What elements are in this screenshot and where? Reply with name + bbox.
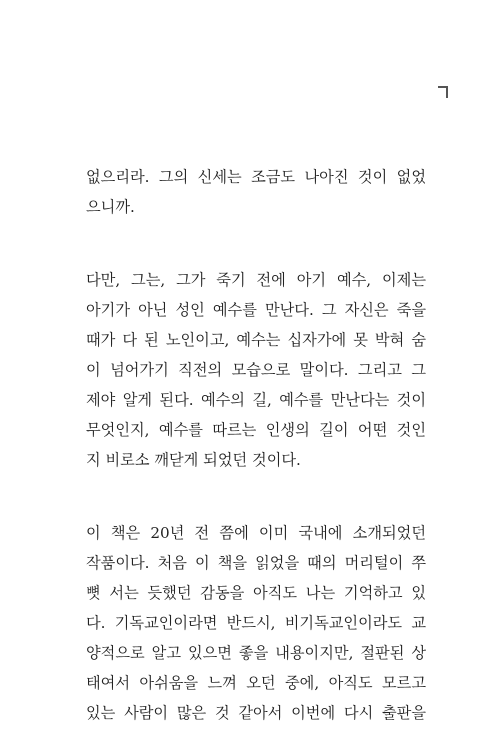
- text-line: 때가 다 된 노인이고, 예수는 십자가에 못 박혀 숨: [86, 331, 426, 349]
- paragraph-1: [86, 162, 426, 222]
- text-line: 무엇인지, 예수를 따르는 인생의 길이 어떤 것인: [86, 421, 426, 439]
- text-line: 다. 기독교인이라면 반드시, 비기독교인이라도 교: [86, 614, 426, 632]
- text-line: 으니까.: [86, 198, 135, 216]
- text-line: 뼛 서는 듯했던 감동을 아직도 나는 기억하고 있: [86, 584, 426, 602]
- text-line: 작품이다. 처음 이 책을 읽었을 때의 머리털이 쭈: [86, 554, 426, 572]
- text-line: 있는 사람이 많은 것 같아서 이번에 다시 출판을: [86, 704, 426, 722]
- text-line: 없으리라. 그의 신세는 조금도 나아진 것이 없었: [86, 168, 426, 186]
- text-line: 지 비로소 깨닫게 되었던 것이다.: [86, 451, 301, 469]
- text-line: 아기가 아닌 성인 예수를 만난다. 그 자신은 죽을: [86, 301, 426, 319]
- text-line: 이 책은 20년 전 쯤에 이미 국내에 소개되었던: [86, 524, 426, 542]
- page-body-text: [86, 162, 426, 728]
- text-line: 이 넘어가기 직전의 모습으로 말이다. 그리고 그: [86, 361, 426, 379]
- paragraph-3: [86, 518, 426, 728]
- text-line: 제야 알게 된다. 예수의 길, 예수를 만난다는 것이: [86, 391, 426, 409]
- page-corner-mark: [438, 86, 448, 98]
- text-line: 태여서 아쉬움을 느껴 오던 중에, 아직도 모르고: [86, 674, 426, 692]
- text-line: 양적으로 알고 있으면 좋을 내용이지만, 절판된 상: [86, 644, 426, 662]
- paragraph-2: [86, 265, 426, 475]
- text-line: 다만, 그는, 그가 죽기 전에 아기 예수, 이제는: [86, 271, 426, 289]
